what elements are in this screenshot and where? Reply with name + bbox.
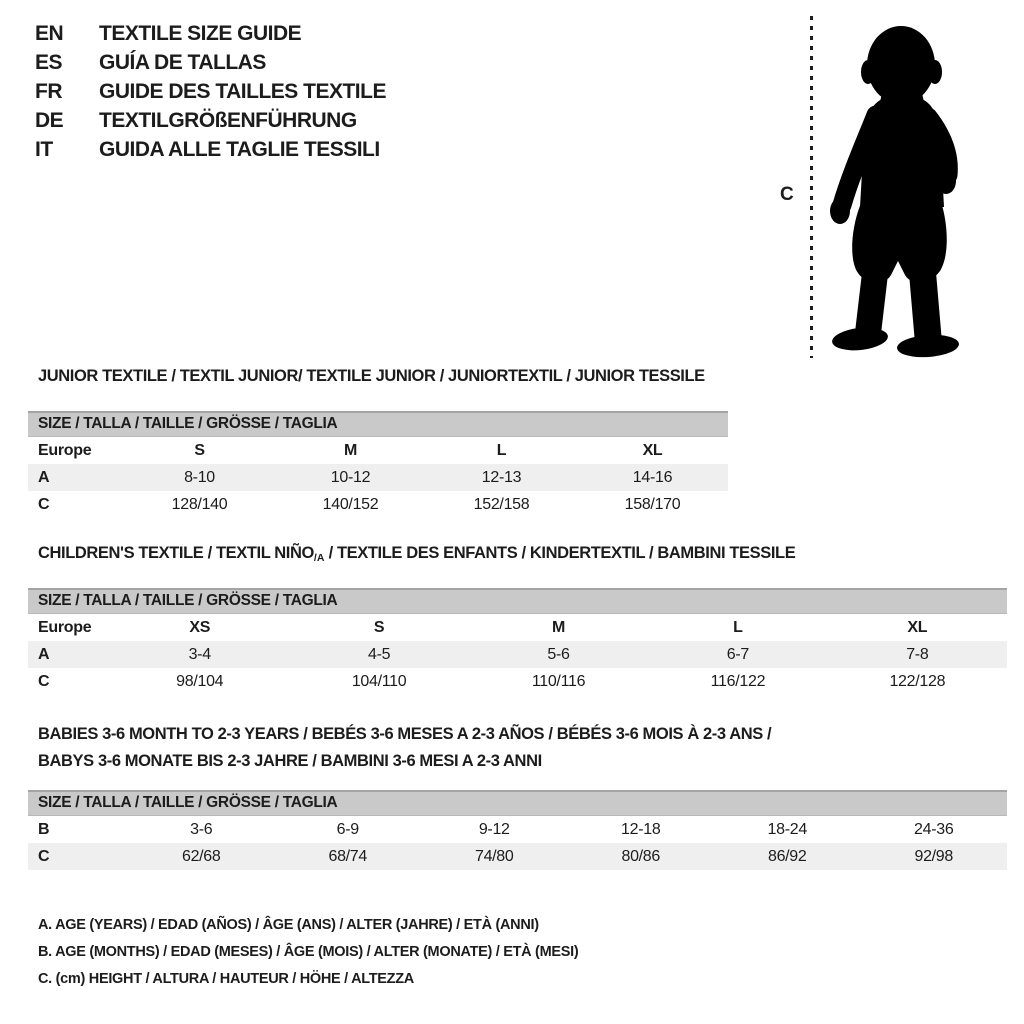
size-table-header: SIZE / TALLA / TAILLE / GRÖSSE / TAGLIA (28, 411, 728, 437)
language-code: FR (35, 80, 62, 103)
table-row (28, 641, 1007, 668)
table-cell: XS (189, 619, 211, 636)
guide-title: GUIDE DES TAILLES TEXTILE (99, 80, 386, 103)
list-item (35, 135, 386, 164)
footnote-age-months: B. AGE (MONTHS) / EDAD (MESES) / ÂGE (MOIS) / ALTER (MONATE) / ETÀ (MESI) (38, 944, 579, 960)
language-code: DE (35, 109, 64, 132)
guide-title: TEXTILGRÖßENFÜHRUNG (99, 109, 357, 132)
toddler-silhouette-icon (824, 14, 980, 358)
guide-title: GUIDA ALLE TAGLIE TESSILI (99, 138, 380, 161)
table-cell: 116/122 (710, 673, 766, 690)
table-cell: 9-12 (478, 821, 510, 838)
row-label: C (38, 496, 50, 513)
table-row (28, 491, 728, 518)
list-item (35, 19, 386, 48)
guide-title: TEXTILE SIZE GUIDE (99, 22, 302, 45)
table-cell: 12-13 (481, 469, 522, 486)
row-label: A (38, 646, 50, 663)
row-label: A (38, 469, 50, 486)
table-cell: 140/152 (322, 496, 379, 513)
table-cell: M (552, 619, 566, 636)
table-cell: XL (907, 619, 928, 636)
row-label: C (38, 848, 50, 865)
table-cell: 98/104 (176, 673, 224, 690)
table-cell: M (343, 442, 358, 459)
list-item (35, 106, 386, 135)
table-cell: 8-10 (184, 469, 215, 486)
table-cell: S (373, 619, 385, 636)
table-cell: XL (642, 442, 663, 459)
table-row (28, 464, 728, 491)
table-cell: 122/128 (889, 673, 946, 690)
footnote-height-cm: C. (cm) HEIGHT / ALTURA / HAUTEUR / HÖHE / ALTEZZA (38, 971, 414, 987)
babies-textile-heading (38, 721, 771, 775)
table-cell: 4-5 (367, 646, 391, 663)
table-row (28, 816, 1007, 843)
list-item (35, 77, 386, 106)
heading-subscript: /A (313, 552, 325, 564)
legend-footnotes (38, 912, 578, 993)
guide-title: GUÍA DE TALLAS (99, 51, 266, 74)
heading-line: BABYS 3-6 MONATE BIS 2-3 JAHRE / BAMBINI 3-6 MESI A 2-3 ANNI (38, 752, 542, 770)
size-table-header: SIZE / TALLA / TAILLE / GRÖSSE / TAGLIA (28, 588, 1007, 614)
language-code: IT (35, 138, 53, 161)
height-measure-figure (778, 12, 984, 362)
table-cell: S (194, 442, 205, 459)
heading-line: BABIES 3-6 MONTH TO 2-3 YEARS / BEBÉS 3-6 MESES A 2-3 AÑOS / BÉBÉS 3-6 MOIS À 2-3 ANS / (38, 725, 772, 743)
table-cell: 104/110 (351, 673, 407, 690)
table-cell: 18-24 (767, 821, 807, 838)
row-label: Europe (38, 442, 92, 459)
table-row (28, 437, 728, 464)
table-cell: 128/140 (171, 496, 228, 513)
table-cell: 92/98 (914, 848, 954, 865)
table-cell: 152/158 (473, 496, 530, 513)
height-dotted-line (810, 16, 813, 358)
table-cell: 5-6 (547, 646, 570, 663)
table-cell: 12-18 (621, 821, 661, 838)
heading-text: / TEXTILE DES ENFANTS / KINDERTEXTIL / BAMBINI TESSILE (324, 544, 796, 562)
junior-textile-heading: JUNIOR TEXTILE / TEXTIL JUNIOR/ TEXTILE JUNIOR / JUNIORTEXTIL / JUNIOR TESSILE (38, 367, 705, 385)
height-measure-label: C (780, 184, 794, 205)
table-cell: 62/68 (181, 848, 221, 865)
table-cell: 6-9 (336, 821, 359, 838)
table-cell: 14-16 (632, 469, 673, 486)
table-cell: L (496, 442, 507, 459)
table-cell: 80/86 (621, 848, 661, 865)
table-cell: 74/80 (474, 848, 514, 865)
table-cell: 3-6 (190, 821, 213, 838)
table-cell: 68/74 (328, 848, 368, 865)
footnote-age-years: A. AGE (YEARS) / EDAD (AÑOS) / ÂGE (ANS) / ALTER (JAHRE) / ETÀ (ANNI) (38, 917, 539, 933)
table-row (28, 668, 1007, 695)
babies-size-table (28, 790, 1007, 870)
table-cell: 24-36 (914, 821, 954, 838)
table-cell: 86/92 (767, 848, 807, 865)
list-item (35, 48, 386, 77)
childrens-size-table (28, 588, 1007, 695)
childrens-textile-heading (38, 543, 795, 568)
table-cell: 158/170 (624, 496, 681, 513)
title-language-list (35, 19, 386, 164)
size-table-header: SIZE / TALLA / TAILLE / GRÖSSE / TAGLIA (28, 790, 1007, 816)
table-cell: 3-4 (188, 646, 211, 663)
language-code: ES (35, 51, 63, 74)
table-row (28, 614, 1007, 641)
table-cell: L (733, 619, 743, 636)
table-cell: 6-7 (726, 646, 750, 663)
table-cell: 10-12 (330, 469, 371, 486)
row-label: B (38, 821, 50, 838)
table-cell: 7-8 (906, 646, 929, 663)
heading-text: CHILDREN'S TEXTILE / TEXTIL NIÑO (38, 544, 314, 562)
table-row (28, 843, 1007, 870)
row-label: C (38, 673, 50, 690)
junior-size-table (28, 411, 728, 518)
table-cell: 110/116 (531, 673, 586, 690)
row-label: Europe (38, 619, 92, 636)
language-code: EN (35, 22, 64, 45)
